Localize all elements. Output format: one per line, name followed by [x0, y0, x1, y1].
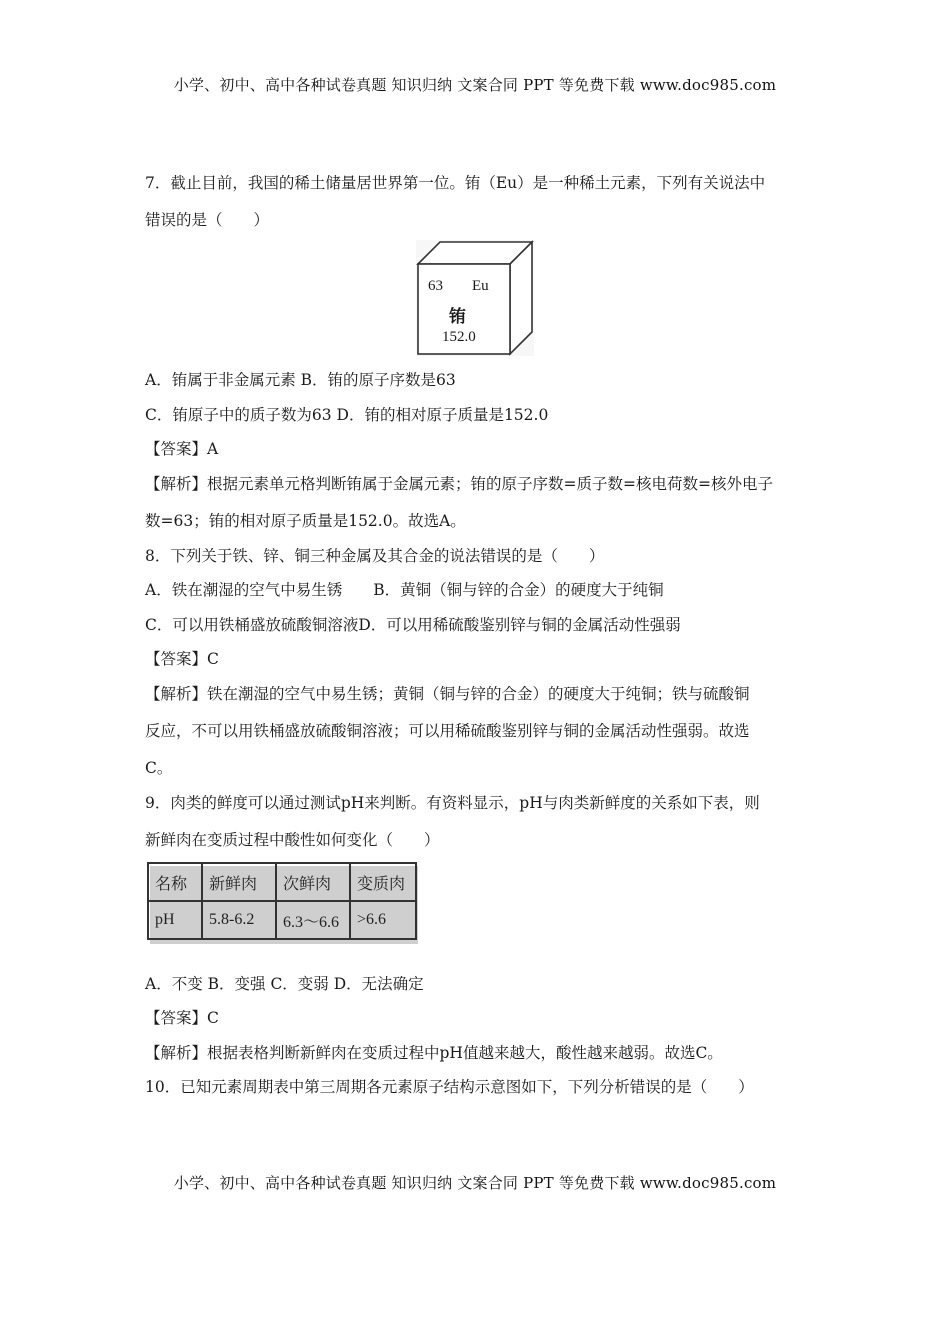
q7-analysis-line2: 数=63；铕的相对原子质量是152.0。故选A。	[145, 512, 466, 530]
q8-answer: 【答案】C	[145, 650, 219, 668]
q8-analysis-line2: 反应，不可以用铁桶盛放硫酸铜溶液；可以用稀硫酸鉴别锌与铜的金属活动性强弱。故选	[145, 722, 750, 740]
q8-options-ab: A．铁在潮湿的空气中易生锈 B．黄铜（铜与锌的合金）的硬度大于纯铜	[145, 581, 664, 599]
q9-analysis: 【解析】根据表格判断新鲜肉在变质过程中pH值越来越大，酸性越来越弱。故选C。	[145, 1044, 723, 1062]
q7-options-ab: A．铕属于非金属元素 B．铕的原子序数是63	[145, 371, 456, 389]
q7-analysis-line1: 【解析】根据元素单元格判断铕属于金属元素；铕的原子序数=质子数=核电荷数=核外电子	[145, 475, 773, 493]
element-name: 铕	[449, 307, 466, 327]
page-header: 小学、初中、高中各种试卷真题 知识归纳 文案合同 PPT 等免费下载 www.doc985.com	[173, 76, 777, 94]
table-header-cell: 名称	[148, 863, 202, 901]
q9-stem-line1: 9．肉类的鲜度可以通过测试pH来判断。有资料显示，pH与肉类新鲜度的关系如下表，则	[145, 794, 760, 812]
element-symbol: Eu	[472, 278, 489, 294]
page-footer: 小学、初中、高中各种试卷真题 知识归纳 文案合同 PPT 等免费下载 www.doc985.com	[173, 1174, 777, 1192]
q8-options-cd: C．可以用铁桶盛放硫酸铜溶液D．可以用稀硫酸鉴别锌与铜的金属活动性强弱	[145, 616, 681, 634]
table-row	[148, 901, 416, 939]
table-cell: pH	[148, 901, 202, 939]
atomic-mass: 152.0	[442, 329, 476, 345]
ph-freshness-table	[147, 862, 417, 940]
table-header-cell: 新鲜肉	[202, 863, 276, 901]
q7-stem-line1: 7．截止目前，我国的稀土储量居世界第一位。铕（Eu）是一种稀土元素，下列有关说法中	[145, 174, 766, 192]
table-header-row	[148, 863, 416, 901]
table-header-cell: 变质肉	[350, 863, 416, 901]
table-cell: >6.6	[350, 901, 416, 939]
q8-analysis-line3: C。	[145, 759, 173, 777]
q9-options: A．不变 B．变强 C．变弱 D．无法确定	[145, 975, 424, 993]
q10-stem: 10．已知元素周期表中第三周期各元素原子结构示意图如下，下列分析错误的是（ ）	[145, 1078, 754, 1096]
table-cell: 6.3～6.6	[276, 901, 350, 939]
element-cell-figure	[416, 240, 534, 356]
atomic-number: 63	[428, 278, 443, 294]
q7-stem-line2: 错误的是（ ）	[145, 211, 270, 229]
table-header-cell: 次鲜肉	[276, 863, 350, 901]
q8-analysis-line1: 【解析】铁在潮湿的空气中易生锈；黄铜（铜与锌的合金）的硬度大于纯铜；铁与硫酸铜	[145, 685, 750, 703]
q8-stem: 8．下列关于铁、锌、铜三种金属及其合金的说法错误的是（ ）	[145, 547, 605, 565]
q9-stem-line2: 新鲜肉在变质过程中酸性如何变化（ ）	[145, 831, 440, 849]
q7-options-cd: C．铕原子中的质子数为63 D．铕的相对原子质量是152.0	[145, 406, 549, 424]
q7-answer: 【答案】A	[145, 440, 219, 458]
table-cell: 5.8-6.2	[202, 901, 276, 939]
q9-answer: 【答案】C	[145, 1009, 219, 1027]
